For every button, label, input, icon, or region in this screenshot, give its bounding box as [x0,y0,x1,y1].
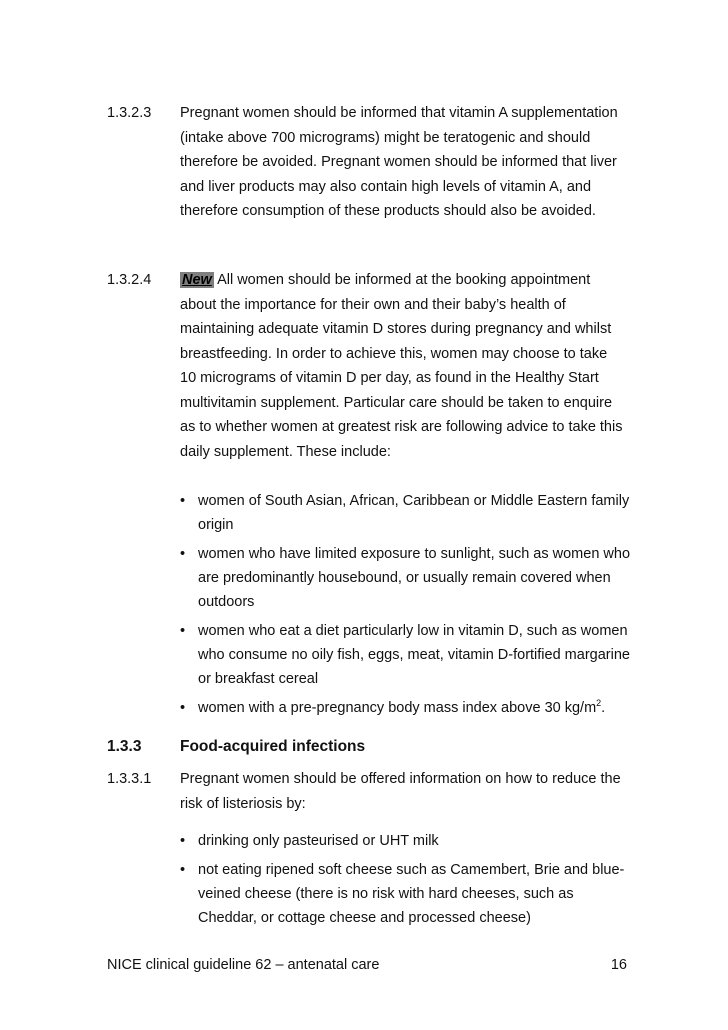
paragraph-1-3-3-1 [107,767,627,816]
listeriosis-list [180,829,630,935]
page-number: 16 [610,957,627,973]
section-title: Food-acquired infections [180,738,366,755]
list-item: • women who have limited exposure to sunlight, such as women who are predominantly housebound, or usually remain covered when outdoors [180,542,630,614]
bullet-icon: • [180,493,186,509]
paragraph-text: Pregnant women should be offered information on how to reduce the risk of listeriosis by: [180,771,621,812]
bullet-icon: • [180,833,186,849]
paragraph-number: 1.3.2.3 [107,105,152,121]
paragraph-1-3-2-3 [107,101,627,224]
paragraph-text: Pregnant women should be informed that vitamin A supplementation (intake above 700 micrograms) might be teratogenic and should therefore be avoided. Pregnant women should be informed that liver and liver products may also contain high levels of vitamin A, and therefore consumption of these products should also be avoided. [180,105,618,219]
paragraph-text [180,268,627,464]
page-footer [107,955,627,975]
paragraph-number: 1.3.2.4 [107,272,152,288]
paragraph-body: All women should be informed at the booking appointment about the importance for their own and their baby’s health of maintaining adequate vitamin D stores during pregnancy and whilst breastfeeding. In order to achieve this, women may choose to take 10 micrograms of vitamin D per day, as found in the Healthy Start multivitamin supplement. Particular care should be taken to enquire as to whether women at greatest risk are following advice to take this daily supplement. These include: [180,272,623,460]
list-item: • drinking only pasteurised or UHT milk [180,829,630,853]
bullet-icon: • [180,862,186,878]
bullet-icon: • [180,700,186,716]
list-item: • women who eat a diet particularly low in vitamin D, such as women who consume no oily fish, eggs, meat, vitamin D-fortified margarine or breakfast cereal [180,619,630,691]
list-item: • women of South Asian, African, Caribbean or Middle Eastern family origin [180,489,630,537]
list-item: • women with a pre-pregnancy body mass index above 30 $kg/m^2$. [180,696,630,720]
footer-title: NICE clinical guideline 62 – antenatal care [107,957,380,973]
bullet-icon: • [180,546,186,562]
section-number: 1.3.3 [107,738,142,755]
list-item: • not eating ripened soft cheese such as Camembert, Brie and blue-veined cheese (there is no risk with hard cheeses, such as Cheddar, or cottage cheese and processed cheese) [180,858,630,930]
bullet-icon: • [180,623,186,639]
new-badge: New [182,272,212,288]
section-heading [107,736,365,758]
paragraph-1-3-2-4 [107,268,627,464]
risk-group-list [180,489,630,725]
paragraph-number: 1.3.3.1 [107,771,152,787]
